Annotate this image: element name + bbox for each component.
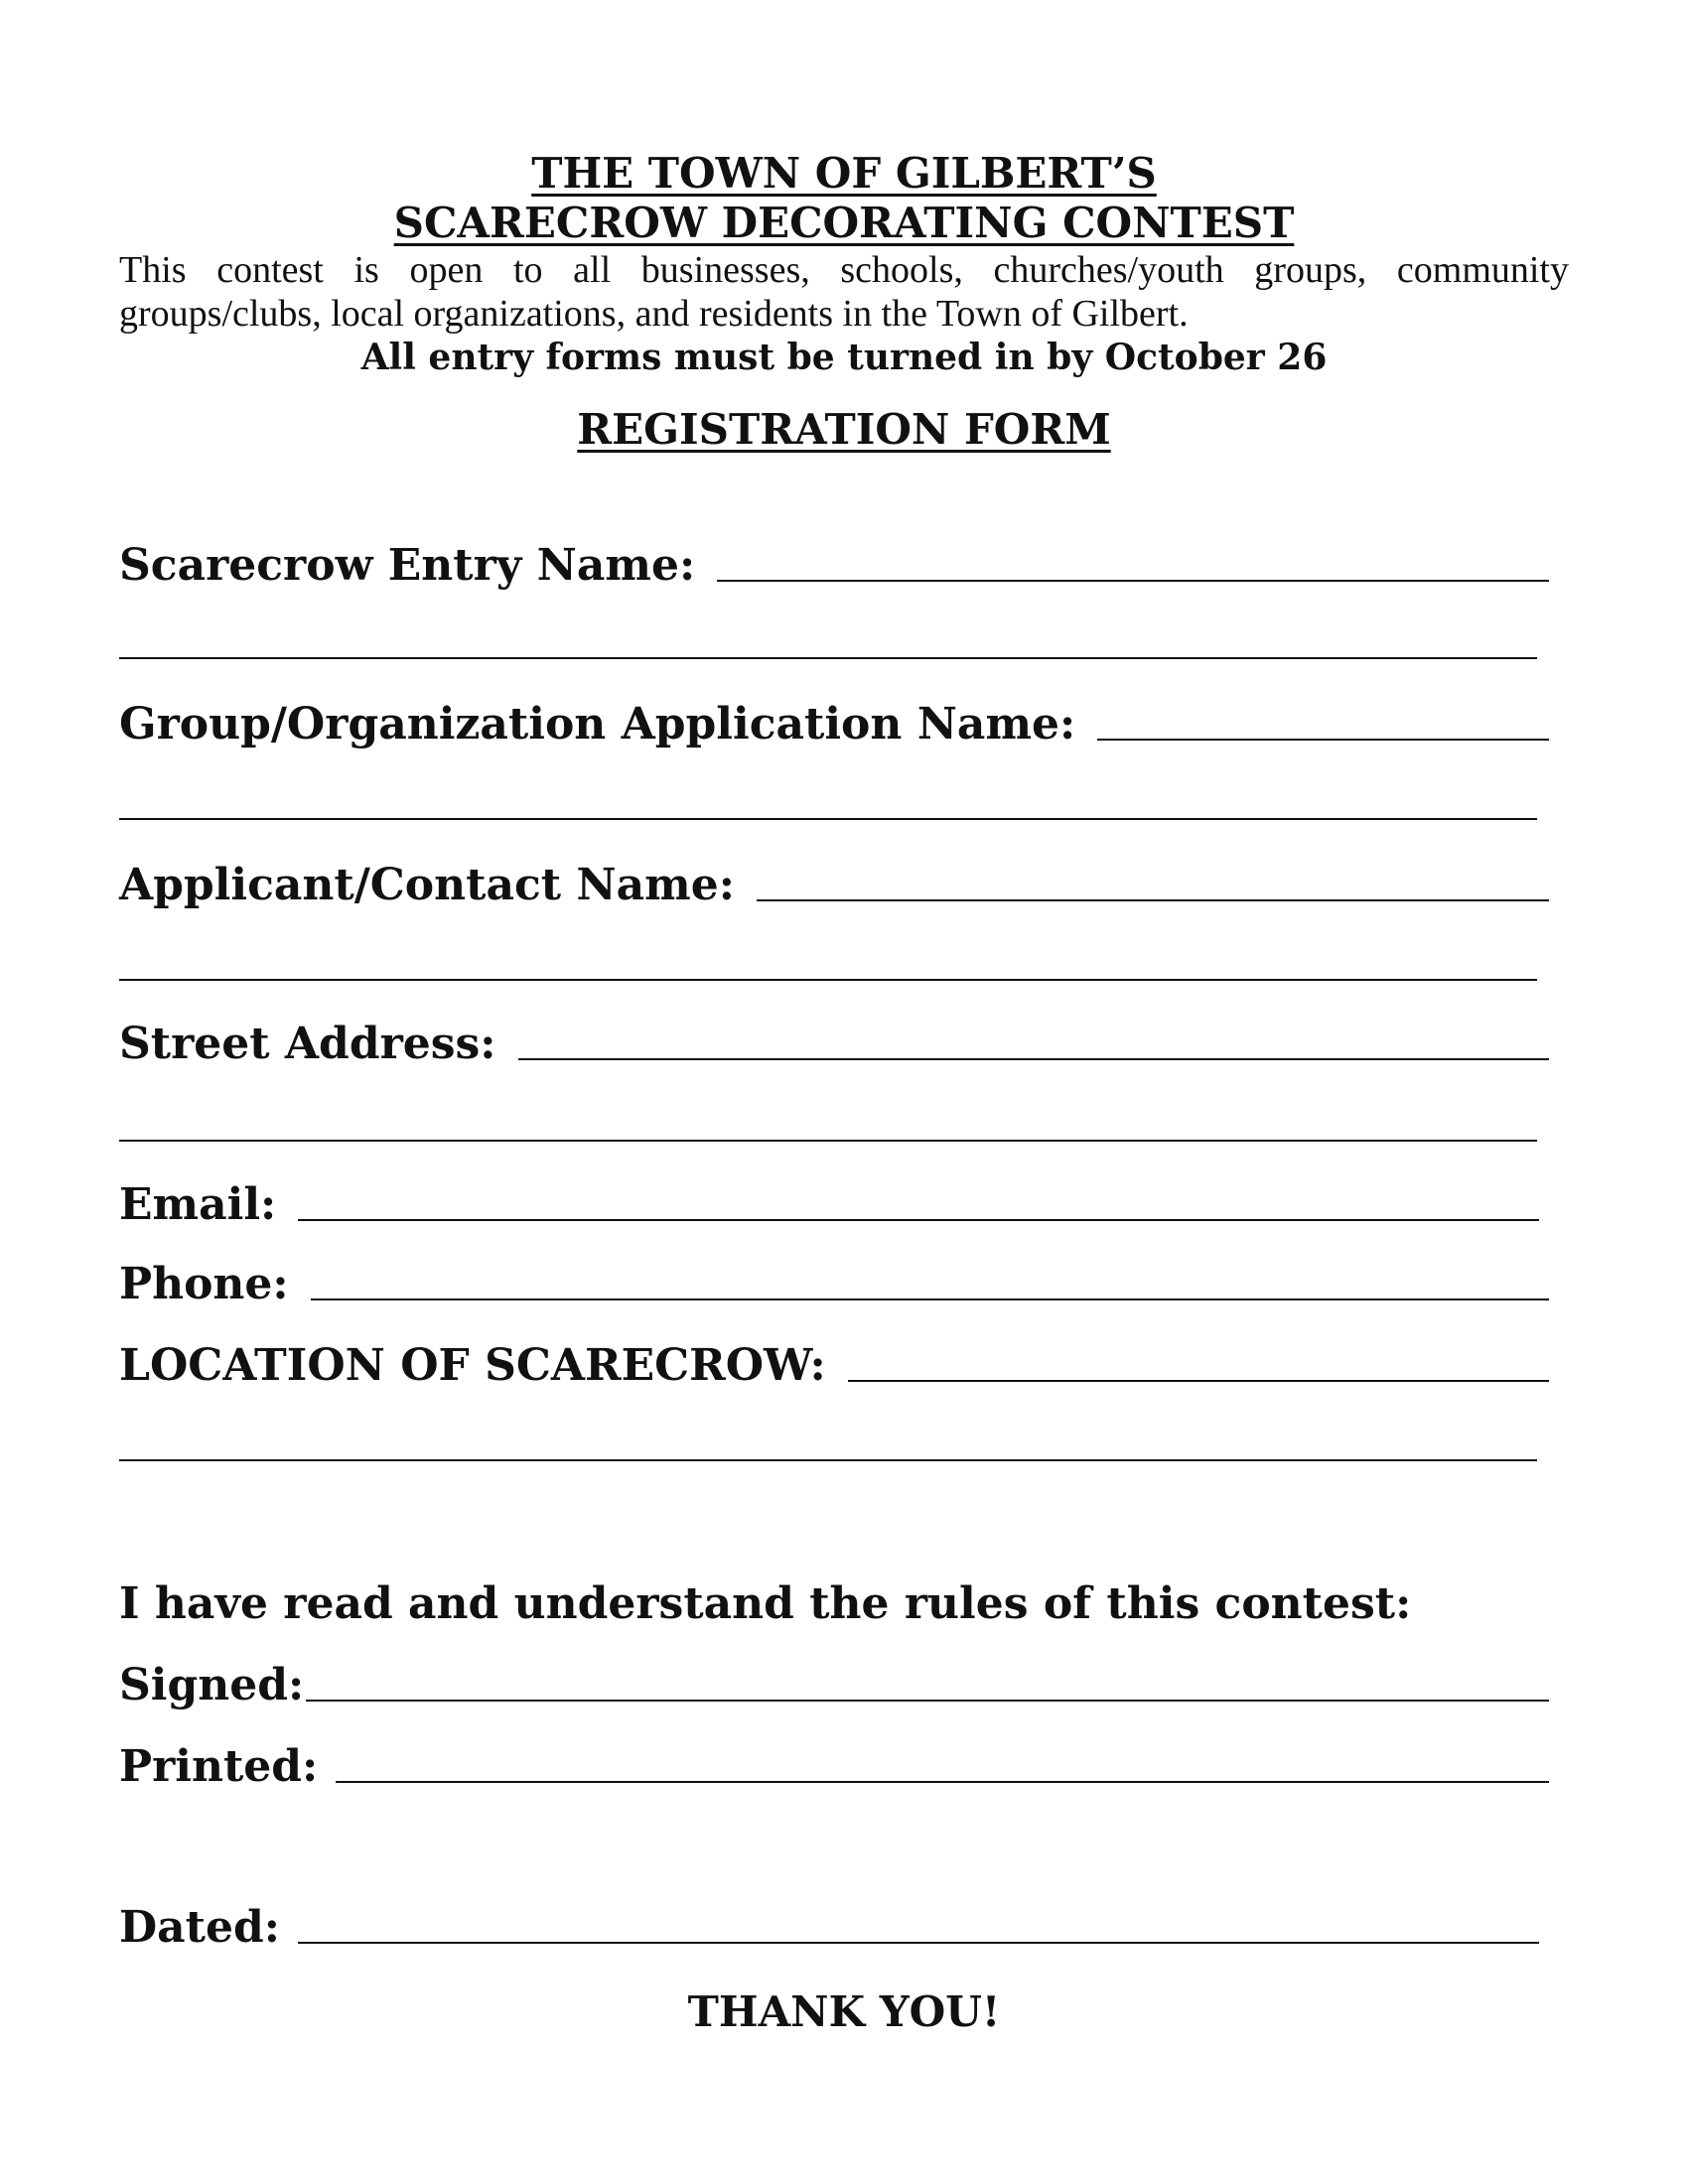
thank-you-message: THANK YOU! [687,1987,1001,2036]
agreement-statement: I have read and understand the rules of this contest: [119,1578,1412,1629]
group-name-row [119,699,1549,751]
location-extra-line[interactable] [119,1459,1537,1461]
group-name-line[interactable] [1097,739,1549,741]
signed-line[interactable] [306,1700,1549,1702]
location-row [119,1340,1549,1392]
dated-line[interactable] [298,1942,1539,1944]
title-line-1: THE TOWN OF GILBERT’S [531,149,1157,198]
entry-name-row [119,540,1549,592]
phone-row [119,1259,1549,1310]
street-address-label: Street Address: [119,1019,496,1069]
dated-row [119,1902,1539,1954]
email-label: Email: [119,1179,277,1230]
phone-label: Phone: [119,1259,289,1309]
printed-row [119,1741,1549,1793]
entry-name-extra-line[interactable] [119,657,1537,659]
location-line[interactable] [848,1380,1549,1382]
email-line[interactable] [298,1219,1539,1221]
printed-label: Printed: [119,1741,319,1792]
title-line-2: SCARECROW DECORATING CONTEST [393,199,1295,247]
street-address-line[interactable] [518,1058,1549,1060]
intro-paragraph: This contest is open to all businesses, schools, churches/youth groups, community groups/clubs, local organizations, and residents in the Town of Gilbert. [119,249,1569,335]
form-title: REGISTRATION FORM [577,405,1111,454]
group-name-extra-line[interactable] [119,818,1537,820]
printed-line[interactable] [336,1781,1549,1783]
signed-row [119,1660,1549,1711]
street-address-row [119,1019,1549,1070]
signed-label: Signed: [119,1660,305,1710]
street-address-extra-line[interactable] [119,1140,1537,1142]
phone-line[interactable] [311,1298,1549,1300]
contact-name-extra-line[interactable] [119,979,1537,981]
location-label: LOCATION OF SCARECROW: [119,1340,826,1391]
entry-name-label: Scarecrow Entry Name: [119,540,696,591]
contact-name-row [119,860,1549,911]
dated-label: Dated: [119,1902,280,1953]
group-name-label: Group/Organization Application Name: [119,699,1076,750]
email-row [119,1179,1539,1231]
deadline-notice: All entry forms must be turned in by October 26 [360,337,1328,378]
contact-name-label: Applicant/Contact Name: [119,860,735,910]
contact-name-line[interactable] [757,899,1549,901]
entry-name-line[interactable] [717,580,1549,582]
